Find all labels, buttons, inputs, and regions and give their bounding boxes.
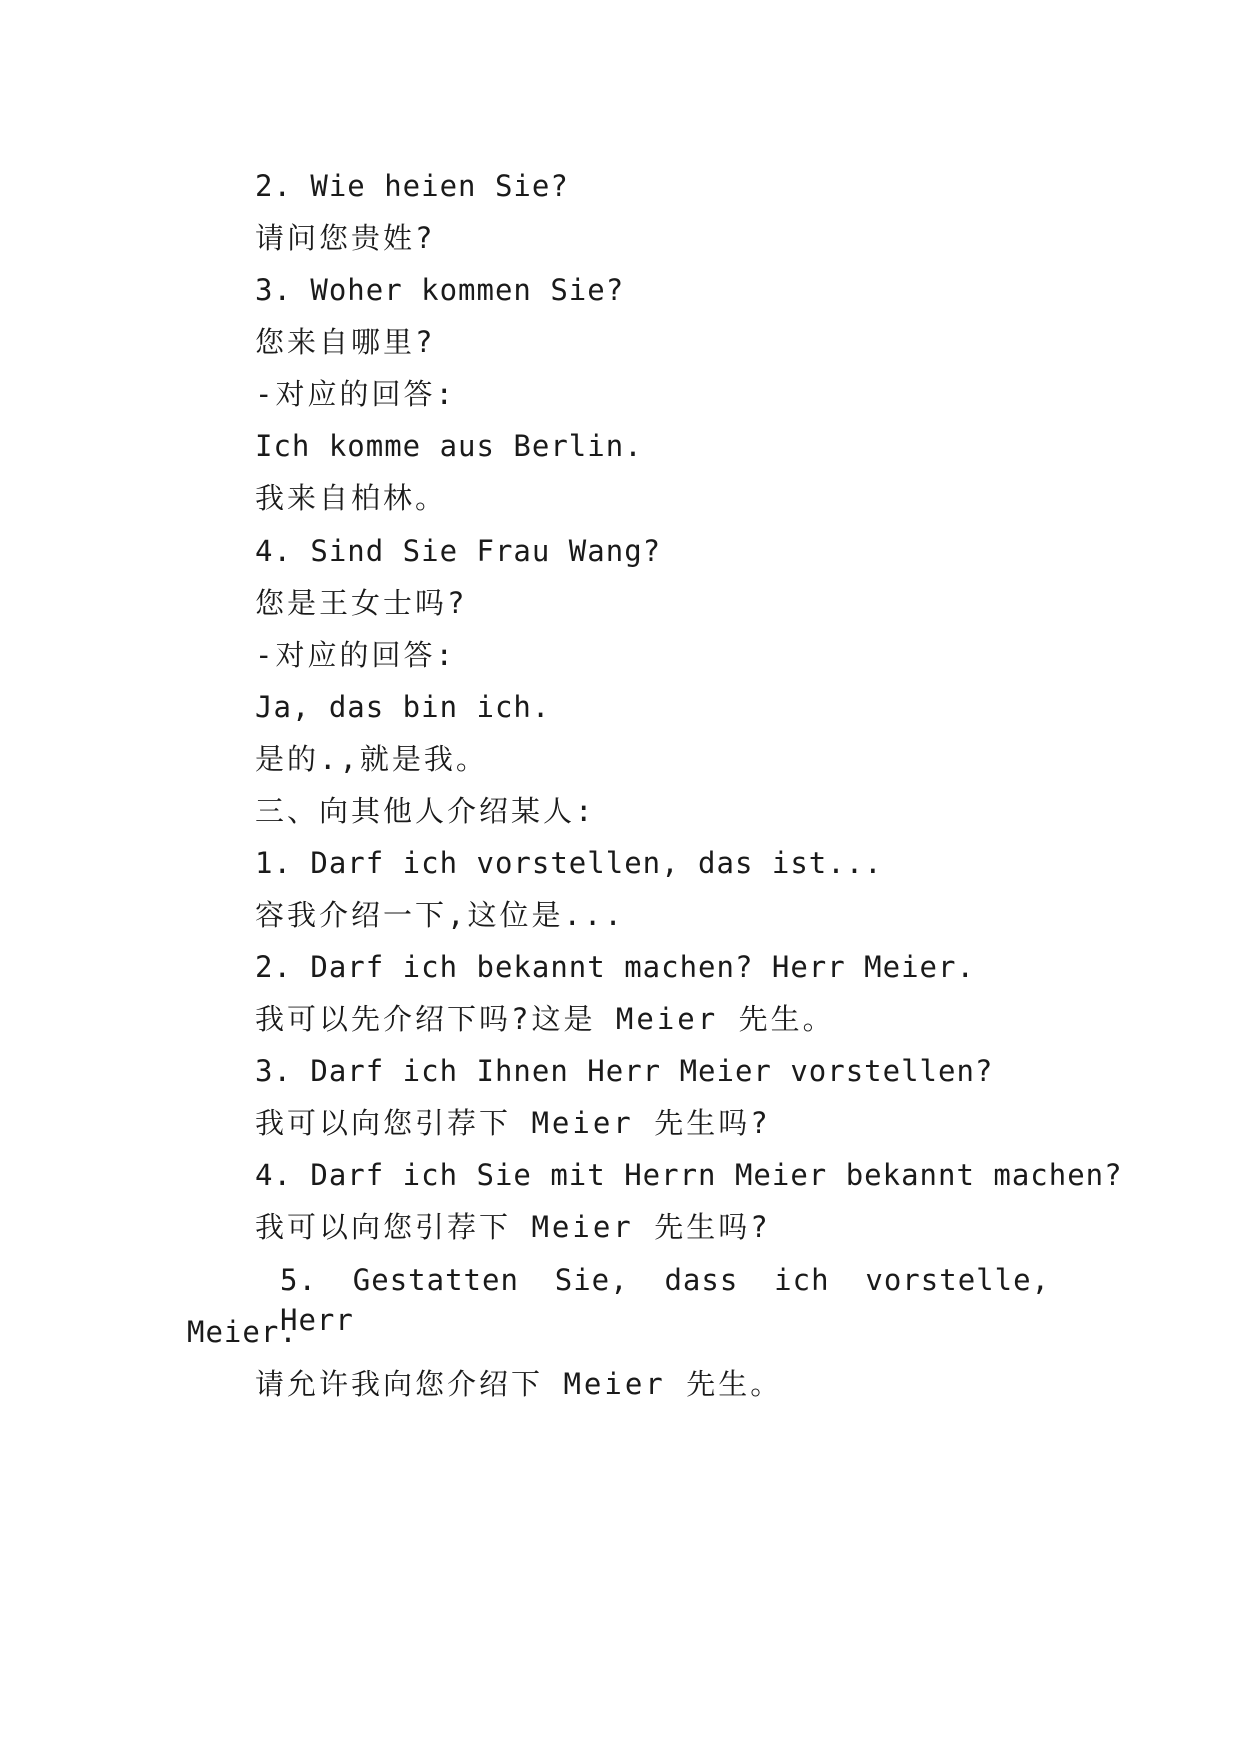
intro-3-german: 3. Darf ich Ihnen Herr Meier vorstellen? (255, 1054, 994, 1088)
intro-3-chinese: 我可以向您引荐下 Meier 先生吗? (255, 1106, 771, 1140)
answer-heading-2: -对应的回答: (255, 638, 456, 672)
intro-4-german: 4. Darf ich Sie mit Herrn Meier bekannt machen? (255, 1158, 1123, 1192)
intro-5-german-line1: 5. Gestatten Sie, dass ich vorstelle, Herr (280, 1263, 1050, 1337)
intro-4-chinese: 我可以向您引荐下 Meier 先生吗? (255, 1210, 771, 1244)
answer-4-german: Ja, das bin ich. (255, 690, 551, 724)
answer-3-chinese: 我来自柏林。 (255, 481, 448, 515)
question-4-german: 4. Sind Sie Frau Wang? (255, 534, 662, 568)
intro-5-german-line2: Meier. (187, 1315, 298, 1349)
intro-1-german: 1. Darf ich vorstellen, das ist... (255, 846, 883, 880)
answer-heading-1: -对应的回答: (255, 377, 456, 411)
question-3-chinese: 您来自哪里? (255, 325, 436, 359)
answer-3-german: Ich komme aus Berlin. (255, 429, 643, 463)
question-2-german: 2. Wie heien Sie? (255, 169, 569, 203)
question-2-chinese: 请问您贵姓? (255, 221, 436, 255)
answer-4-chinese: 是的.,就是我。 (255, 742, 488, 776)
intro-5-chinese: 请允许我向您介绍下 Meier 先生。 (255, 1367, 783, 1401)
intro-2-german: 2. Darf ich bekannt machen? Herr Meier. (255, 950, 975, 984)
question-3-german: 3. Woher kommen Sie? (255, 273, 625, 307)
intro-2-chinese: 我可以先介绍下吗?这是 Meier 先生。 (255, 1002, 835, 1036)
intro-1-chinese: 容我介绍一下,这位是... (255, 898, 625, 932)
section-heading: 三、向其他人介绍某人: (255, 794, 596, 828)
question-4-chinese: 您是王女士吗? (255, 586, 468, 620)
